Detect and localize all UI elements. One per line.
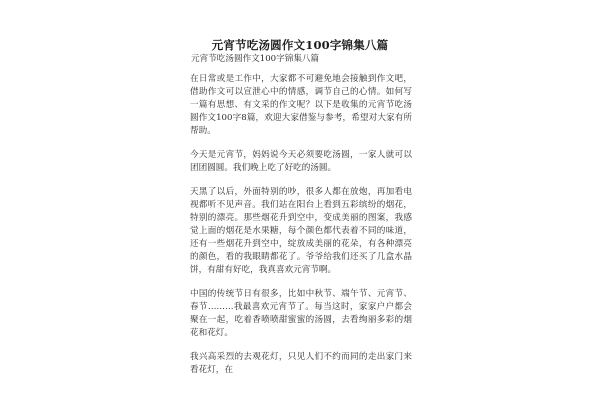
paragraph-lantern-festival-dumplings: 今天是元宵节，妈妈说今天必须要吃汤圆，一家人就可以团团圆圆。我们晚上吃了好吃的汤圆。 — [190, 150, 412, 173]
document-title: 元宵节吃汤圆作文100字锦集八篇 — [211, 38, 389, 52]
paragraph-intro: 在日常或是工作中，大家都不可避免地会接触到作文吧，借助作文可以宣泄心中的情感，调节自己的心情。如何写一篇有思想、有文采的作文呢？以下是收集的元宵节吃汤圆作文100字8篇，欢迎大家借鉴与参考，希望对大家有所帮助。 — [190, 74, 412, 136]
document-body — [190, 73, 412, 388]
paragraph-traditional-festivals: 中国的传统节日有很多，比如中秋节、端午节、元宵节、春节………我最喜欢元宵节了。每当这时，家家户户都会聚在一起，吃着香喷喷甜蜜蜜的汤圆，去看绚丽多彩的烟花和花灯。 — [190, 289, 412, 338]
paragraph-fireworks: 天黑了以后，外面特别的吵，很多人都在放炮，再加看电视都听不见声音。我们站在阳台上看到五彩缤纷的烟花，特别的漂亮。那些烟花升到空中，变成美丽的图案，我感觉上面的烟花是水果糖，每个颜色都代表着不同的味道，还有一些烟花升到空中，绽放成美丽的花朵，有各种漂亮的颜色，看的我眼睛都花了。爷爷给我们还买了几盒水晶饼，有甜有好吃，我真喜欢元宵节啊。 — [190, 187, 412, 275]
document-subtitle: 元宵节吃汤圆作文100字锦集八篇 — [191, 54, 320, 64]
paragraph-lantern-viewing: 我兴高采烈的去观花灯，只见人们不约而同的走出家门来看花灯，在 — [190, 352, 412, 375]
